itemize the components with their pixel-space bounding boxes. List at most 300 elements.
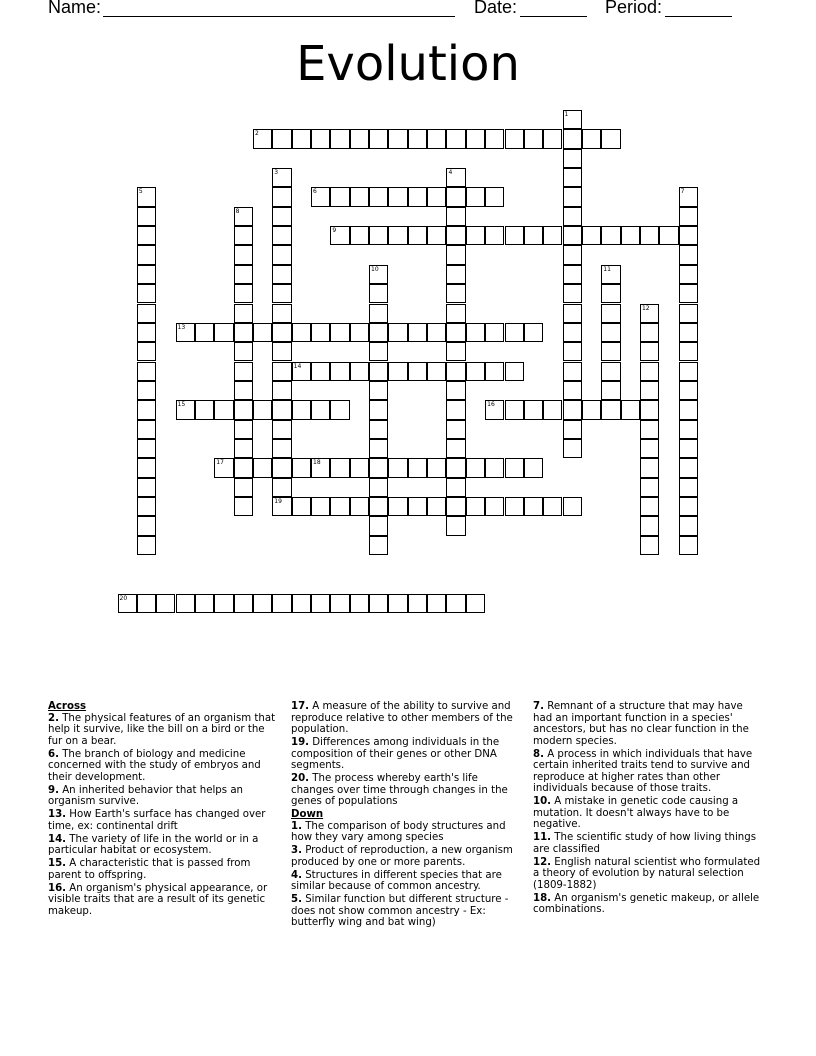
grid-cell[interactable] (582, 400, 601, 419)
clues-column-1 (48, 701, 280, 919)
grid-cell[interactable] (427, 594, 446, 613)
grid-cell[interactable] (292, 323, 311, 342)
grid-cell[interactable] (369, 226, 388, 245)
grid-cell[interactable] (350, 362, 369, 381)
grid-cell[interactable] (137, 420, 156, 439)
grid-cell[interactable] (446, 245, 465, 264)
grid-cell[interactable] (272, 129, 291, 148)
grid-cell[interactable] (272, 207, 291, 226)
grid-cell[interactable] (446, 129, 465, 148)
grid-cell[interactable] (137, 226, 156, 245)
grid-cell[interactable] (563, 381, 582, 400)
grid-cell[interactable] (582, 226, 601, 245)
grid-cell[interactable] (640, 362, 659, 381)
grid-cell[interactable] (272, 458, 291, 477)
grid-cell[interactable] (272, 478, 291, 497)
clue-text: Differences among individuals in the composition of their genes or other DNA segments. (291, 737, 500, 771)
grid-cell[interactable] (640, 323, 659, 342)
grid-cell[interactable] (311, 362, 330, 381)
grid-cell[interactable] (137, 381, 156, 400)
grid-cell[interactable] (234, 284, 253, 303)
grid-cell[interactable] (601, 362, 620, 381)
grid-cell[interactable] (137, 516, 156, 535)
grid-cell[interactable] (118, 594, 137, 613)
grid-cell[interactable] (640, 342, 659, 361)
grid-cell[interactable] (234, 497, 253, 516)
grid-cell[interactable] (369, 497, 388, 516)
grid-cell[interactable] (311, 129, 330, 148)
grid-cell[interactable] (466, 594, 485, 613)
grid-cell[interactable] (369, 420, 388, 439)
grid-cell[interactable] (679, 362, 698, 381)
grid-cell[interactable] (369, 458, 388, 477)
grid-cell[interactable] (408, 187, 427, 206)
grid-cell[interactable] (446, 304, 465, 323)
clue-number-label: 4. (291, 869, 302, 881)
grid-cell[interactable] (408, 129, 427, 148)
grid-cell[interactable] (446, 439, 465, 458)
grid-cell[interactable] (214, 323, 233, 342)
clue-text: The variety of life in the world or in a particular habitat or ecosystem. (48, 833, 259, 856)
grid-cell[interactable] (234, 478, 253, 497)
grid-cell[interactable] (524, 129, 543, 148)
grid-cell[interactable] (388, 362, 407, 381)
grid-cell[interactable] (446, 458, 465, 477)
grid-cell[interactable] (330, 362, 349, 381)
grid-cell[interactable] (601, 304, 620, 323)
across-clue (48, 834, 280, 857)
grid-cell[interactable] (388, 458, 407, 477)
grid-cell[interactable] (446, 187, 465, 206)
down-clue (533, 749, 765, 795)
grid-cell[interactable] (234, 226, 253, 245)
grid-cell[interactable] (679, 439, 698, 458)
grid-cell[interactable] (485, 497, 504, 516)
grid-cell[interactable] (640, 400, 659, 419)
grid-cell[interactable] (601, 400, 620, 419)
grid-cell[interactable] (311, 187, 330, 206)
clue-number-label: 9. (48, 784, 59, 796)
grid-cell[interactable] (137, 594, 156, 613)
grid-cell[interactable] (563, 323, 582, 342)
clue-number: 11 (603, 265, 611, 273)
grid-cell[interactable] (234, 594, 253, 613)
grid-cell[interactable] (679, 458, 698, 477)
grid-cell[interactable] (369, 129, 388, 148)
grid-cell[interactable] (137, 362, 156, 381)
grid-cell[interactable] (272, 284, 291, 303)
grid-cell[interactable] (234, 439, 253, 458)
grid-cell[interactable] (466, 323, 485, 342)
grid-cell[interactable] (214, 594, 233, 613)
grid-cell[interactable] (485, 129, 504, 148)
grid-cell[interactable] (505, 129, 524, 148)
grid-cell[interactable] (679, 497, 698, 516)
down-clue (291, 821, 523, 844)
grid-cell[interactable] (195, 323, 214, 342)
clue-number: 3 (274, 169, 279, 177)
grid-cell[interactable] (330, 129, 349, 148)
grid-cell[interactable] (408, 362, 427, 381)
grid-cell[interactable] (137, 478, 156, 497)
grid-cell[interactable] (640, 516, 659, 535)
clue-number: 10 (371, 265, 379, 273)
grid-cell[interactable] (234, 381, 253, 400)
grid-cell[interactable] (446, 362, 465, 381)
grid-cell[interactable] (176, 400, 195, 419)
grid-cell[interactable] (350, 458, 369, 477)
grid-cell[interactable] (234, 362, 253, 381)
clue-text: A mistake in genetic code causing a mutation. It doesn't always have to be negative. (533, 796, 739, 830)
grid-cell[interactable] (350, 594, 369, 613)
grid-cell[interactable] (563, 362, 582, 381)
grid-cell[interactable] (253, 458, 272, 477)
clue-number-label: 17. (291, 701, 310, 712)
grid-cell[interactable] (679, 536, 698, 555)
grid-cell[interactable] (640, 458, 659, 477)
across-clue (48, 809, 280, 832)
grid-cell[interactable] (330, 187, 349, 206)
grid-cell[interactable] (601, 129, 620, 148)
grid-cell[interactable] (388, 226, 407, 245)
down-clue (291, 870, 523, 893)
grid-cell[interactable] (485, 323, 504, 342)
grid-cell[interactable] (427, 129, 446, 148)
grid-cell[interactable] (679, 226, 698, 245)
grid-cell[interactable] (524, 400, 543, 419)
grid-cell[interactable] (388, 497, 407, 516)
grid-cell[interactable] (563, 245, 582, 264)
grid-cell[interactable] (350, 497, 369, 516)
grid-cell[interactable] (601, 226, 620, 245)
clue-number: 8 (235, 207, 240, 215)
grid-cell[interactable] (272, 381, 291, 400)
grid-cell[interactable] (563, 226, 582, 245)
grid-cell[interactable] (466, 187, 485, 206)
grid-cell[interactable] (292, 594, 311, 613)
grid-cell[interactable] (446, 497, 465, 516)
grid-cell[interactable] (272, 245, 291, 264)
grid-cell[interactable] (679, 304, 698, 323)
grid-cell[interactable] (446, 168, 465, 187)
grid-cell[interactable] (446, 207, 465, 226)
grid-cell[interactable] (234, 304, 253, 323)
grid-cell[interactable] (563, 342, 582, 361)
grid-cell[interactable] (330, 594, 349, 613)
grid-cell[interactable] (137, 342, 156, 361)
grid-cell[interactable] (234, 245, 253, 264)
grid-cell[interactable] (505, 458, 524, 477)
grid-cell[interactable] (253, 323, 272, 342)
grid-cell[interactable] (350, 226, 369, 245)
grid-cell[interactable] (234, 323, 253, 342)
grid-cell[interactable] (621, 226, 640, 245)
grid-cell[interactable] (543, 226, 562, 245)
grid-cell[interactable] (214, 400, 233, 419)
grid-cell[interactable] (311, 594, 330, 613)
grid-cell[interactable] (388, 129, 407, 148)
grid-cell[interactable] (446, 323, 465, 342)
grid-cell[interactable] (195, 400, 214, 419)
grid-cell[interactable] (272, 400, 291, 419)
grid-cell[interactable] (137, 207, 156, 226)
grid-cell[interactable] (640, 420, 659, 439)
grid-cell[interactable] (272, 342, 291, 361)
grid-cell[interactable] (369, 187, 388, 206)
grid-cell[interactable] (640, 381, 659, 400)
grid-cell[interactable] (485, 362, 504, 381)
across-clue (48, 883, 280, 918)
grid-cell[interactable] (408, 226, 427, 245)
grid-cell[interactable] (640, 226, 659, 245)
clue-number-label: 6. (48, 748, 59, 760)
grid-cell[interactable] (679, 478, 698, 497)
grid-cell[interactable] (679, 516, 698, 535)
grid-cell[interactable] (292, 129, 311, 148)
grid-cell[interactable] (369, 381, 388, 400)
grid-cell[interactable] (679, 381, 698, 400)
grid-cell[interactable] (369, 400, 388, 419)
grid-cell[interactable] (253, 400, 272, 419)
grid-cell[interactable] (330, 226, 349, 245)
grid-cell[interactable] (543, 129, 562, 148)
grid-cell[interactable] (311, 400, 330, 419)
grid-cell[interactable] (272, 362, 291, 381)
grid-cell[interactable] (601, 265, 620, 284)
grid-cell[interactable] (137, 458, 156, 477)
clue-text: The process whereby earth's life changes over time through changes in the genes of populations (291, 773, 508, 807)
grid-cell[interactable] (408, 497, 427, 516)
grid-cell[interactable] (505, 400, 524, 419)
grid-cell[interactable] (176, 323, 195, 342)
grid-cell[interactable] (505, 323, 524, 342)
grid-cell[interactable] (330, 497, 349, 516)
grid-cell[interactable] (563, 187, 582, 206)
grid-cell[interactable] (640, 304, 659, 323)
grid-cell[interactable] (427, 187, 446, 206)
grid-cell[interactable] (137, 536, 156, 555)
grid-cell[interactable] (563, 420, 582, 439)
grid-cell[interactable] (408, 458, 427, 477)
grid-cell[interactable] (176, 594, 195, 613)
grid-cell[interactable] (640, 439, 659, 458)
grid-cell[interactable] (446, 342, 465, 361)
grid-cell[interactable] (466, 497, 485, 516)
grid-cell[interactable] (369, 536, 388, 555)
grid-cell[interactable] (350, 129, 369, 148)
grid-cell[interactable] (137, 323, 156, 342)
grid-cell[interactable] (137, 497, 156, 516)
grid-cell[interactable] (137, 439, 156, 458)
grid-cell[interactable] (601, 323, 620, 342)
grid-cell[interactable] (350, 323, 369, 342)
grid-cell[interactable] (234, 400, 253, 419)
grid-cell[interactable] (640, 536, 659, 555)
grid-cell[interactable] (543, 400, 562, 419)
grid-cell[interactable] (156, 594, 175, 613)
grid-cell[interactable] (272, 420, 291, 439)
grid-cell[interactable] (621, 400, 640, 419)
grid-cell[interactable] (369, 284, 388, 303)
grid-cell[interactable] (466, 458, 485, 477)
grid-cell[interactable] (563, 439, 582, 458)
grid-cell[interactable] (388, 594, 407, 613)
grid-cell[interactable] (369, 594, 388, 613)
grid-cell[interactable] (446, 420, 465, 439)
grid-cell[interactable] (427, 497, 446, 516)
grid-cell[interactable] (408, 323, 427, 342)
grid-cell[interactable] (272, 226, 291, 245)
grid-cell[interactable] (601, 381, 620, 400)
clues-section (0, 700, 816, 1040)
grid-cell[interactable] (446, 226, 465, 245)
grid-cell[interactable] (369, 323, 388, 342)
clue-number: 6 (313, 188, 317, 196)
grid-cell[interactable] (137, 265, 156, 284)
grid-cell[interactable] (679, 187, 698, 206)
grid-cell[interactable] (311, 497, 330, 516)
grid-cell[interactable] (563, 265, 582, 284)
grid-cell[interactable] (137, 304, 156, 323)
grid-cell[interactable] (505, 497, 524, 516)
grid-cell[interactable] (446, 284, 465, 303)
grid-cell[interactable] (563, 168, 582, 187)
grid-cell[interactable] (427, 362, 446, 381)
grid-cell[interactable] (369, 304, 388, 323)
grid-cell[interactable] (505, 226, 524, 245)
grid-cell[interactable] (640, 478, 659, 497)
grid-cell[interactable] (350, 187, 369, 206)
grid-cell[interactable] (563, 149, 582, 168)
grid-cell[interactable] (272, 168, 291, 187)
clue-text: A characteristic that is passed from parent to offspring. (48, 858, 251, 881)
grid-cell[interactable] (427, 323, 446, 342)
grid-cell[interactable] (272, 323, 291, 342)
grid-cell[interactable] (485, 458, 504, 477)
clue-text: A measure of the ability to survive and reproduce relative to other members of the population. (291, 701, 513, 735)
grid-cell[interactable] (195, 594, 214, 613)
grid-cell[interactable] (679, 323, 698, 342)
grid-cell[interactable] (563, 304, 582, 323)
grid-cell[interactable] (524, 497, 543, 516)
grid-cell[interactable] (679, 400, 698, 419)
clue-number: 5 (138, 188, 143, 196)
grid-cell[interactable] (137, 284, 156, 303)
grid-cell[interactable] (292, 362, 311, 381)
grid-cell[interactable] (388, 323, 407, 342)
grid-cell[interactable] (311, 458, 330, 477)
grid-cell[interactable] (272, 594, 291, 613)
grid-cell[interactable] (234, 207, 253, 226)
grid-cell[interactable] (563, 129, 582, 148)
grid-cell[interactable] (427, 458, 446, 477)
grid-cell[interactable] (446, 381, 465, 400)
grid-cell[interactable] (601, 342, 620, 361)
grid-cell[interactable] (679, 284, 698, 303)
grid-cell[interactable] (446, 594, 465, 613)
grid-cell[interactable] (369, 439, 388, 458)
grid-cell[interactable] (485, 187, 504, 206)
grid-cell[interactable] (446, 265, 465, 284)
grid-cell[interactable] (234, 265, 253, 284)
grid-cell[interactable] (369, 265, 388, 284)
grid-cell[interactable] (679, 265, 698, 284)
grid-cell[interactable] (427, 226, 446, 245)
grid-cell[interactable] (272, 439, 291, 458)
grid-cell[interactable] (524, 458, 543, 477)
grid-cell[interactable] (505, 362, 524, 381)
grid-cell[interactable] (292, 458, 311, 477)
grid-cell[interactable] (253, 129, 272, 148)
grid-cell[interactable] (563, 284, 582, 303)
grid-cell[interactable] (272, 304, 291, 323)
grid-cell[interactable] (388, 187, 407, 206)
grid-cell[interactable] (214, 458, 233, 477)
grid-cell[interactable] (137, 245, 156, 264)
grid-cell[interactable] (563, 110, 582, 129)
grid-cell[interactable] (369, 516, 388, 535)
grid-cell[interactable] (563, 497, 582, 516)
grid-cell[interactable] (485, 400, 504, 419)
grid-cell[interactable] (330, 400, 349, 419)
grid-cell[interactable] (311, 323, 330, 342)
grid-cell[interactable] (543, 497, 562, 516)
grid-cell[interactable] (234, 420, 253, 439)
grid-cell[interactable] (679, 207, 698, 226)
grid-cell[interactable] (679, 342, 698, 361)
grid-cell[interactable] (272, 265, 291, 284)
page-title: Evolution (296, 36, 520, 92)
grid-cell[interactable] (272, 497, 291, 516)
grid-cell[interactable] (563, 207, 582, 226)
grid-cell[interactable] (485, 226, 504, 245)
grid-cell[interactable] (466, 226, 485, 245)
grid-cell[interactable] (466, 129, 485, 148)
grid-cell[interactable] (137, 187, 156, 206)
grid-cell[interactable] (563, 400, 582, 419)
grid-cell[interactable] (137, 400, 156, 419)
grid-cell[interactable] (272, 187, 291, 206)
grid-cell[interactable] (524, 323, 543, 342)
grid-cell[interactable] (234, 458, 253, 477)
clue-number-label: 15. (48, 858, 67, 869)
grid-cell[interactable] (330, 458, 349, 477)
grid-cell[interactable] (659, 226, 678, 245)
grid-cell[interactable] (253, 594, 272, 613)
grid-cell[interactable] (466, 362, 485, 381)
clue-number: 12 (641, 304, 650, 312)
across-clue (291, 737, 523, 772)
grid-cell[interactable] (679, 420, 698, 439)
clues-column-3 (533, 701, 765, 917)
grid-cell[interactable] (446, 516, 465, 535)
grid-cell[interactable] (679, 245, 698, 264)
grid-cell[interactable] (446, 400, 465, 419)
grid-cell[interactable] (524, 226, 543, 245)
grid-cell[interactable] (446, 478, 465, 497)
grid-cell[interactable] (292, 497, 311, 516)
grid-cell[interactable] (369, 362, 388, 381)
grid-cell[interactable] (408, 594, 427, 613)
grid-cell[interactable] (369, 478, 388, 497)
grid-cell[interactable] (369, 342, 388, 361)
grid-cell[interactable] (292, 400, 311, 419)
grid-cell[interactable] (330, 323, 349, 342)
grid-cell[interactable] (582, 129, 601, 148)
grid-cell[interactable] (601, 284, 620, 303)
grid-cell[interactable] (640, 497, 659, 516)
grid-cell[interactable] (234, 342, 253, 361)
